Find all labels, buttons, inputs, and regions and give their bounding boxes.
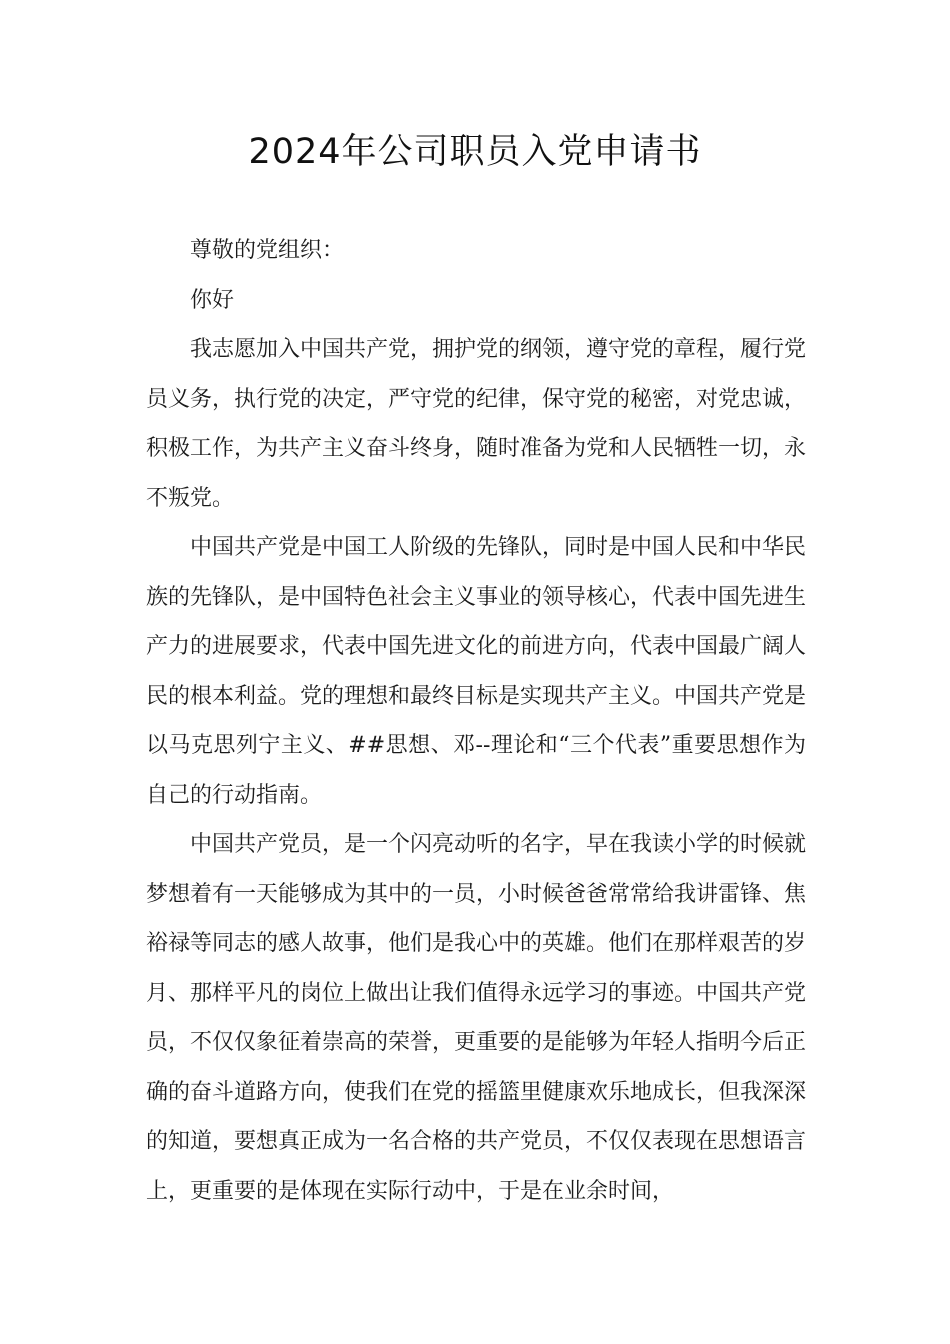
document-title: 2024年公司职员入党申请书 — [248, 132, 702, 172]
paragraph: 我志愿加入中国共产党，拥护党的纲领，遵守党的章程，履行党员义务，执行党的决定，严守党的纪律，保守党的秘密，对党忠诚，积极工作，为共产主义奋斗终身，随时准备为党和人民牺牲一切，永不叛党。 — [146, 337, 807, 511]
paragraph: 中国共产党是中国工人阶级的先锋队，同时是中国人民和中华民族的先锋队，是中国特色社会主义事业的领导核心，代表中国先进生产力的进展要求，代表中国先进文化的前进方向，代表中国最广阔人民的根本利益。党的理想和最终目标是实现共产主义。中国共产党是以马克思列宁主义、##思想、邓--理论和“三个代表”重要思想作为自己的行动指南。 — [146, 535, 807, 808]
paragraph: 中国共产党员，是一个闪亮动听的名字，早在我读小学的时候就梦想着有一天能够成为其中的一员，小时候爸爸常常给我讲雷锋、焦裕禄等同志的感人故事，他们是我心中的英雄。他们在那样艰苦的岁月、那样平凡的岗位上做出让我们值得永远学习的事迹。中国共产党员，不仅仅象征着崇高的荣誉，更重要的是能够为年轻人指明今后正确的奋斗道路方向，使我们在党的摇篮里健康欢乐地成长，但我深深的知道，要想真正成为一名合格的共产党员，不仅仅表现在思想语言上，更重要的是体现在实际行动中，于是在业余时间， — [146, 832, 807, 1204]
document-body — [146, 226, 806, 1216]
greeting: 你好 — [190, 287, 235, 313]
salutation: 尊敬的党组织： — [190, 238, 345, 263]
